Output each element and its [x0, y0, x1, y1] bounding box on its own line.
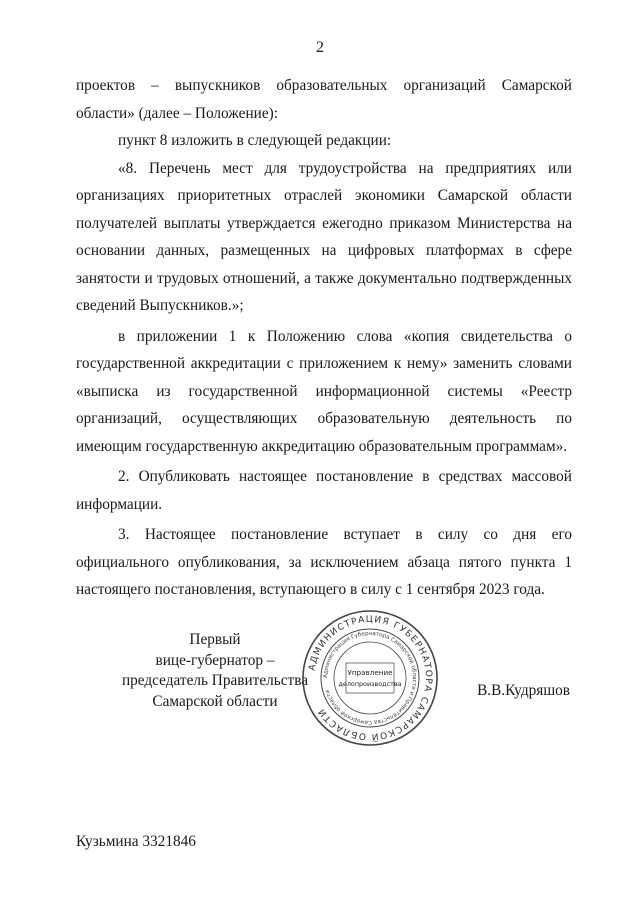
page-number: 2: [316, 39, 324, 56]
official-stamp: [300, 608, 440, 748]
signatory-name: В.В.Кудряшов: [477, 682, 570, 699]
paragraph-publish: 2. Опубликовать настоящее постановление в средствах массовой информации.: [76, 468, 572, 513]
stamp-center-line: Управление: [347, 668, 393, 677]
executor-info: Кузьмина 3321846: [76, 833, 196, 850]
stamp-center-line: делопроизводства: [338, 680, 402, 688]
signatory-position-line: Самарской области: [152, 692, 278, 710]
paragraph-item-8: «8. Перечень мест для трудоустройства на предприятиях или организациях приоритетных отраслей экономики Самарской области получателей выплаты утверждается ежегодно приказом Министерства на основании данных, размещенных на цифровых платформах в сфере занятости и трудовых отношений, а также документально подтвержденных сведений Выпускников.»;: [76, 159, 572, 314]
signatory-position-line: председатель Правительства: [121, 672, 309, 689]
paragraph-effective-date: 3. Настоящее постановление вступает в силу со дня его официального опубликования, за исключением абзаца пятого пункта 1 настоящего постановления, вступающего в силу с 1 сентября 2023 года.: [76, 526, 572, 598]
stamp-inner-text: Администрация Губернатора Самарской области и Правительства Самарской области: [322, 630, 418, 726]
paragraph-appendix-change: в приложении 1 к Положению слова «копия свидетельства о государственной аккредитации с приложением к нему» заменить словами «выписка из государственной информационной системы «Реестр организаций, осуществляющих образовательную деятельность по имеющим государственную аккредитацию образовательным программам».: [76, 327, 572, 455]
signatory-position: [120, 630, 310, 712]
paragraph-instruction: пункт 8 изложить в следующей редакции:: [118, 132, 392, 149]
document-body: [76, 72, 572, 604]
signatory-position-line: вице-губернатор –: [155, 651, 275, 669]
stamp-outer-text: АДМИНИСТРАЦИЯ ГУБЕРНАТОРА САМАРСКОЙ ОБЛАСТИ: [307, 614, 434, 742]
signatory-position-line: Первый: [189, 631, 241, 648]
paragraph-continuation: проектов – выпускников образовательных организаций Самарской области» (далее – Положение):: [76, 77, 572, 122]
